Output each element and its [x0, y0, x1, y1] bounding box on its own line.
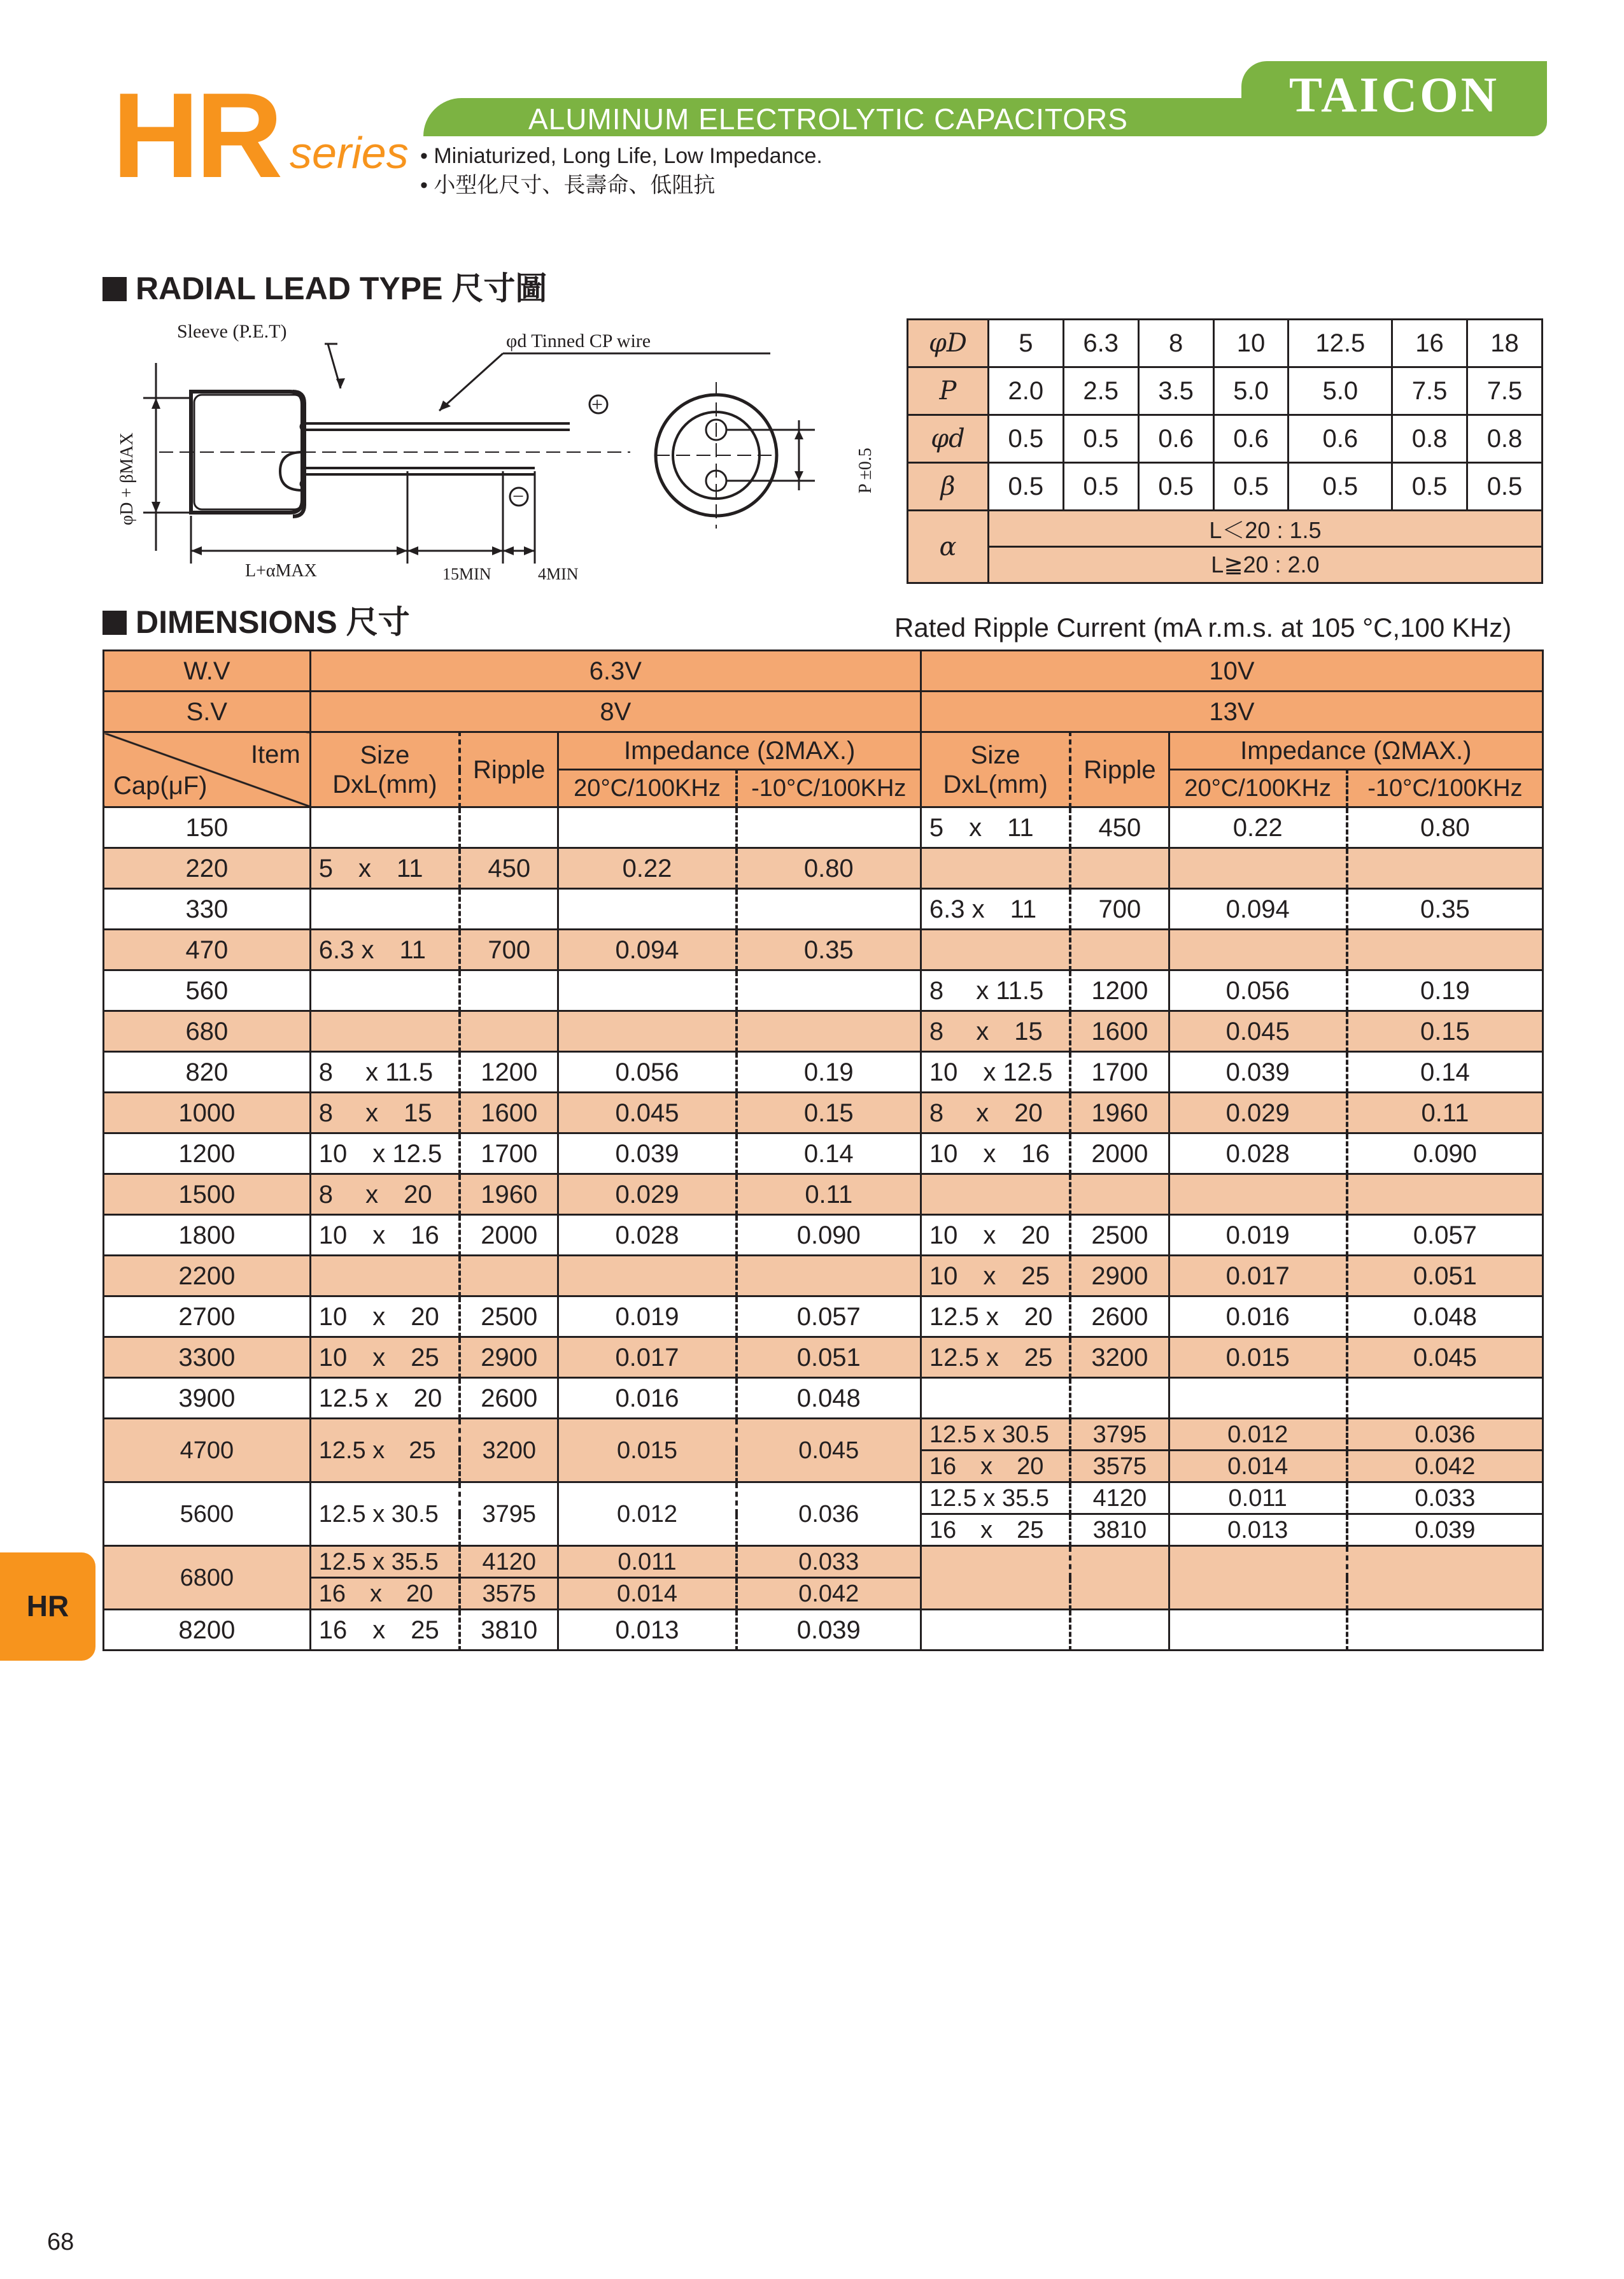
alpha-short: L＜20 : 1.5 — [988, 511, 1542, 547]
ripple-cell: 2500 — [1070, 1215, 1169, 1256]
capacitance-cell: 560 — [104, 970, 311, 1011]
imp20-cell: 0.094 — [558, 930, 737, 970]
spec-cell: 8 — [1138, 320, 1213, 367]
imp20-cell — [1169, 1610, 1347, 1651]
impm10-cell: 0.042 — [737, 1578, 921, 1610]
ripple-cell — [460, 807, 558, 848]
impm10-cell: 0.11 — [1347, 1093, 1543, 1133]
spec-cell: 0.5 — [988, 463, 1063, 511]
ripple-cell: 1600 — [1070, 1011, 1169, 1052]
impm10-cell — [737, 1011, 921, 1052]
size-unit-label: DxL(mm) — [332, 770, 437, 799]
capacitance-cell: 150 — [104, 807, 311, 848]
sv-label: S.V — [104, 692, 311, 732]
ripple-cell: 4120 — [460, 1546, 558, 1578]
impm10-cell: 0.14 — [1347, 1052, 1543, 1093]
imp20-cell — [558, 1256, 737, 1296]
capacitance-cell: 820 — [104, 1052, 311, 1093]
size-cell: 10 x 20 — [310, 1296, 460, 1337]
features-english: • Miniaturized, Long Life, Low Impedance. — [420, 144, 823, 168]
table-row — [104, 1482, 1543, 1514]
table-row — [104, 1256, 1543, 1296]
ripple-header-b: Ripple — [1070, 732, 1169, 807]
impm10-cell — [1347, 1546, 1543, 1610]
size-cell: 10 x 20 — [921, 1215, 1070, 1256]
capacitance-cell: 5600 — [104, 1482, 311, 1546]
size-cell: 6.3 x 11 — [921, 889, 1070, 930]
ripple-cell: 1200 — [460, 1052, 558, 1093]
ripple-cell: 3200 — [1070, 1337, 1169, 1378]
imp20-cell — [558, 970, 737, 1011]
imp20-cell: 0.039 — [1169, 1052, 1347, 1093]
features-chinese: • 小型化尺寸、長壽命、低阻抗 — [420, 173, 716, 197]
impm10-cell: 0.11 — [737, 1174, 921, 1215]
ripple-cell — [460, 889, 558, 930]
alpha-row — [908, 547, 1543, 583]
table-row — [104, 1610, 1543, 1651]
table-row — [104, 970, 1543, 1011]
size-cell — [921, 1610, 1070, 1651]
capacitance-cell: 3300 — [104, 1337, 311, 1378]
spec-row — [908, 415, 1543, 463]
size-cell: 12.5 x 30.5 — [921, 1419, 1070, 1451]
size-cell: 8 x 20 — [921, 1093, 1070, 1133]
ripple-header-a: Ripple — [460, 732, 558, 807]
impm10-cell: 0.057 — [737, 1296, 921, 1337]
spec-cell: 0.5 — [1392, 463, 1467, 511]
wv-a: 6.3V — [310, 651, 921, 692]
impm10-cell — [1347, 1610, 1543, 1651]
imp20-cell: 0.056 — [558, 1052, 737, 1093]
spec-cell: 18 — [1467, 320, 1543, 367]
imp20-cell — [558, 807, 737, 848]
capacitance-cell: 8200 — [104, 1610, 311, 1651]
lead-min-label: 15MIN — [442, 565, 491, 583]
ripple-cell: 1700 — [460, 1133, 558, 1174]
ripple-cell — [1070, 1546, 1169, 1610]
spec-cell: 5 — [988, 320, 1063, 367]
size-cell: 16 x 25 — [310, 1610, 460, 1651]
impm10-cell — [737, 807, 921, 848]
size-cell — [921, 848, 1070, 889]
impm10-cell — [1347, 930, 1543, 970]
ripple-cell: 1960 — [460, 1174, 558, 1215]
impm10-cell: 0.051 — [1347, 1256, 1543, 1296]
size-cell: 12.5 x 30.5 — [310, 1482, 460, 1546]
item-label: Item — [250, 741, 300, 769]
ripple-cell: 1700 — [1070, 1052, 1169, 1093]
size-cell: 16 x 25 — [921, 1514, 1070, 1546]
side-tab-label: HR — [26, 1589, 69, 1622]
table-row — [104, 1133, 1543, 1174]
ripple-cell: 3575 — [1070, 1451, 1169, 1482]
size-cell: 16 x 20 — [310, 1578, 460, 1610]
ripple-cell: 1960 — [1070, 1093, 1169, 1133]
impm10-cell: 0.80 — [737, 848, 921, 889]
imp20-cell: 0.014 — [558, 1578, 737, 1610]
impm10-cell — [737, 970, 921, 1011]
capacitance-cell: 2700 — [104, 1296, 311, 1337]
radial-section-title: RADIAL LEAD TYPE 尺寸圖 — [136, 271, 547, 306]
imp20-cell: 0.028 — [1169, 1133, 1347, 1174]
impm10-cell — [1347, 1378, 1543, 1419]
spec-cell: 7.5 — [1392, 367, 1467, 415]
imp20-cell: 0.22 — [558, 848, 737, 889]
cap-label: Cap(μF) — [113, 772, 208, 800]
size-cell: 12.5 x 25 — [310, 1419, 460, 1482]
pitch-label: P ±0.5 — [856, 448, 875, 493]
impm10-cell: 0.15 — [737, 1093, 921, 1133]
imp20-cell — [1169, 848, 1347, 889]
spec-cell: 0.5 — [988, 415, 1063, 463]
spec-cell: 6.3 — [1063, 320, 1138, 367]
impm10-cell: 0.35 — [737, 930, 921, 970]
ripple-cell: 1200 — [1070, 970, 1169, 1011]
size-cell: 10 x 12.5 — [310, 1133, 460, 1174]
size-header-a — [310, 732, 460, 807]
ripple-cell — [1070, 1174, 1169, 1215]
size-cell: 10 x 25 — [921, 1256, 1070, 1296]
spec-cell: 0.5 — [1138, 463, 1213, 511]
imp20-cell: 0.045 — [558, 1093, 737, 1133]
imp20-cell: 0.013 — [558, 1610, 737, 1651]
impm10-cell: 0.057 — [1347, 1215, 1543, 1256]
impm10-cell: 0.090 — [737, 1215, 921, 1256]
square-bullet-icon — [102, 277, 127, 301]
spec-cell: 0.5 — [1063, 415, 1138, 463]
capacitance-cell: 330 — [104, 889, 311, 930]
wv-b: 10V — [921, 651, 1543, 692]
imp20-cell: 0.012 — [1169, 1419, 1347, 1451]
wire-label: φd Tinned CP wire — [506, 330, 651, 351]
table-row — [104, 1174, 1543, 1215]
size-cell: 6.3 x 11 — [310, 930, 460, 970]
spec-row-label: P — [908, 367, 989, 415]
ripple-cell — [1070, 930, 1169, 970]
spec-cell: 2.5 — [1063, 367, 1138, 415]
spec-cell: 0.5 — [1289, 463, 1392, 511]
table-row — [104, 1011, 1543, 1052]
imp20-cell: 0.019 — [558, 1296, 737, 1337]
table-row — [104, 1215, 1543, 1256]
imp20-cell: 0.028 — [558, 1215, 737, 1256]
impm10-cell: 0.039 — [1347, 1514, 1543, 1546]
spec-cell: 0.5 — [1063, 463, 1138, 511]
size-cell: 8 x 15 — [310, 1093, 460, 1133]
size-cell: 10 x 12.5 — [921, 1052, 1070, 1093]
size-cell: 10 x 25 — [310, 1337, 460, 1378]
impm10-cell — [1347, 848, 1543, 889]
spec-cell: 5.0 — [1289, 367, 1392, 415]
capacitance-cell: 2200 — [104, 1256, 311, 1296]
ripple-cell: 3200 — [460, 1419, 558, 1482]
impm10-cell: 0.048 — [1347, 1296, 1543, 1337]
imp20-cell: 0.011 — [558, 1546, 737, 1578]
imp20-cell: 0.045 — [1169, 1011, 1347, 1052]
impm10-cell: 0.14 — [737, 1133, 921, 1174]
spec-cell: 3.5 — [1138, 367, 1213, 415]
size-cell — [310, 889, 460, 930]
impm10-cell: 0.045 — [737, 1419, 921, 1482]
impm10-cell — [1347, 1174, 1543, 1215]
spec-cell: 0.8 — [1467, 415, 1543, 463]
capacitance-cell: 4700 — [104, 1419, 311, 1482]
impm10-cell: 0.042 — [1347, 1451, 1543, 1482]
spec-cell: 0.5 — [1467, 463, 1543, 511]
capacitance-cell: 680 — [104, 1011, 311, 1052]
ripple-cell: 2000 — [1070, 1133, 1169, 1174]
size-cell: 5 x 11 — [310, 848, 460, 889]
brand-logo: TAICON — [1289, 67, 1500, 122]
table-row — [104, 1378, 1543, 1419]
ripple-cell: 4120 — [1070, 1482, 1169, 1514]
imp20-cell — [558, 889, 737, 930]
impm10-cell: 0.045 — [1347, 1337, 1543, 1378]
imp20-cell: 0.016 — [1169, 1296, 1347, 1337]
size-cell: 12.5 x 20 — [310, 1378, 460, 1419]
dimensions-section-title: DIMENSIONS 尺寸 — [136, 604, 410, 640]
imp20-cell: 0.039 — [558, 1133, 737, 1174]
ripple-cell — [460, 1256, 558, 1296]
imp20-cell: 0.22 — [1169, 807, 1347, 848]
impm10-cell: 0.036 — [1347, 1419, 1543, 1451]
ripple-cell: 3795 — [460, 1482, 558, 1546]
radial-section-heading — [102, 273, 547, 304]
ripple-cell: 3810 — [460, 1610, 558, 1651]
ripple-cell: 2600 — [1070, 1296, 1169, 1337]
ripple-cell — [460, 970, 558, 1011]
spec-cell: 2.0 — [988, 367, 1063, 415]
imp20-cell: 0.029 — [1169, 1093, 1347, 1133]
sv-row — [104, 692, 1543, 732]
imp20-cell: 0.013 — [1169, 1514, 1347, 1546]
table-row — [104, 1052, 1543, 1093]
spec-cell: 12.5 — [1289, 320, 1392, 367]
ripple-cell: 450 — [460, 848, 558, 889]
ripple-cell: 2500 — [460, 1296, 558, 1337]
impm10-cell: 0.033 — [737, 1546, 921, 1578]
size-cell: 12.5 x 35.5 — [921, 1482, 1070, 1514]
ripple-cell — [1070, 1610, 1169, 1651]
ripple-cell: 3810 — [1070, 1514, 1169, 1546]
spec-cell: 10 — [1213, 320, 1289, 367]
size-cell — [310, 970, 460, 1011]
table-row — [104, 1337, 1543, 1378]
radial-lead-diagram — [95, 312, 891, 592]
spec-cell: 5.0 — [1213, 367, 1289, 415]
size-header-b — [921, 732, 1070, 807]
imp20-cell — [1169, 930, 1347, 970]
length-label: L+αMAX — [245, 561, 317, 581]
page-number: 68 — [47, 2229, 74, 2255]
capacitance-cell: 220 — [104, 848, 311, 889]
impm10-cell: 0.19 — [737, 1052, 921, 1093]
capacitance-cell: 1800 — [104, 1215, 311, 1256]
series-code: HR — [112, 68, 279, 203]
sleeve-label: Sleeve (P.E.T) — [177, 321, 287, 342]
spec-row — [908, 463, 1543, 511]
spec-cell: 0.6 — [1289, 415, 1392, 463]
size-cell: 12.5 x 35.5 — [310, 1546, 460, 1578]
size-cell: 5 x 11 — [921, 807, 1070, 848]
wv-row — [104, 651, 1543, 692]
ripple-cell: 2000 — [460, 1215, 558, 1256]
spec-row — [908, 367, 1543, 415]
size-cell: 8 x 15 — [921, 1011, 1070, 1052]
spec-cell: 0.8 — [1392, 415, 1467, 463]
imp20-cell: 0.016 — [558, 1378, 737, 1419]
table-row — [104, 930, 1543, 970]
impm10-cell — [737, 889, 921, 930]
spec-row — [908, 320, 1543, 367]
ripple-cell: 2900 — [1070, 1256, 1169, 1296]
lead-min2-label: 4MIN — [538, 565, 579, 583]
impedance-header-b: Impedance (ΩMAX.) — [1169, 732, 1543, 770]
size-cell: 10 x 16 — [310, 1215, 460, 1256]
table-row — [104, 848, 1543, 889]
imp20-cell — [558, 1011, 737, 1052]
size-cell — [310, 1256, 460, 1296]
size-cell: 10 x 16 — [921, 1133, 1070, 1174]
ripple-cell — [1070, 848, 1169, 889]
size-cell: 12.5 x 20 — [921, 1296, 1070, 1337]
product-category: ALUMINUM ELECTROLYTIC CAPACITORS — [528, 103, 1128, 136]
spec-cell: 0.6 — [1213, 415, 1289, 463]
impm10-cell: 0.35 — [1347, 889, 1543, 930]
impm10-cell: 0.051 — [737, 1337, 921, 1378]
size-cell — [921, 1378, 1070, 1419]
impm10-cell: 0.15 — [1347, 1011, 1543, 1052]
ripple-note: Rated Ripple Current (mA r.m.s. at 105 °C,100 KHz) — [894, 613, 1512, 643]
imp20-cell: 0.056 — [1169, 970, 1347, 1011]
minus-icon: − — [512, 485, 525, 508]
ripple-cell: 700 — [1070, 889, 1169, 930]
square-bullet-icon — [102, 611, 127, 635]
dimensions-section-heading — [102, 606, 410, 638]
imp20-cell: 0.019 — [1169, 1215, 1347, 1256]
impm10-header-a: -10°C/100KHz — [737, 770, 921, 807]
column-header-row — [104, 732, 1543, 770]
imp20-cell: 0.017 — [558, 1337, 737, 1378]
capacitance-cell: 470 — [104, 930, 311, 970]
size-label: Size — [360, 741, 410, 769]
ripple-cell: 2900 — [460, 1337, 558, 1378]
capacitance-cell: 1200 — [104, 1133, 311, 1174]
imp20-cell: 0.029 — [558, 1174, 737, 1215]
imp20-header-b: 20°C/100KHz — [1169, 770, 1347, 807]
size-cell: 8 x 11.5 — [310, 1052, 460, 1093]
imp20-cell: 0.094 — [1169, 889, 1347, 930]
spec-row-label: φD — [908, 320, 989, 367]
plus-icon: + — [591, 393, 604, 416]
capacitance-cell: 1000 — [104, 1093, 311, 1133]
impedance-header-a: Impedance (ΩMAX.) — [558, 732, 921, 770]
size-cell: 12.5 x 25 — [921, 1337, 1070, 1378]
impm10-cell: 0.19 — [1347, 970, 1543, 1011]
size-label: Size — [970, 741, 1020, 769]
spec-row-label: β — [908, 463, 989, 511]
wv-label: W.V — [104, 651, 311, 692]
alpha-label: α — [908, 511, 989, 583]
ripple-cell: 700 — [460, 930, 558, 970]
impm10-cell: 0.036 — [737, 1482, 921, 1546]
size-cell — [921, 1174, 1070, 1215]
dimensions-table — [102, 650, 1544, 1651]
table-row — [104, 1296, 1543, 1337]
imp20-header-a: 20°C/100KHz — [558, 770, 737, 807]
diameter-label: φD + βMAX — [117, 432, 137, 525]
table-row — [104, 807, 1543, 848]
table-row — [104, 889, 1543, 930]
imp20-cell: 0.011 — [1169, 1482, 1347, 1514]
imp20-cell: 0.015 — [1169, 1337, 1347, 1378]
size-cell: 8 x 20 — [310, 1174, 460, 1215]
ripple-cell: 3575 — [460, 1578, 558, 1610]
imp20-cell: 0.012 — [558, 1482, 737, 1546]
series-word: series — [290, 128, 409, 178]
ripple-cell — [460, 1011, 558, 1052]
ripple-cell: 3795 — [1070, 1419, 1169, 1451]
capacitance-cell: 3900 — [104, 1378, 311, 1419]
impm10-header-b: -10°C/100KHz — [1347, 770, 1543, 807]
size-cell — [310, 807, 460, 848]
imp20-cell — [1169, 1546, 1347, 1610]
imp20-cell: 0.015 — [558, 1419, 737, 1482]
impm10-cell: 0.033 — [1347, 1482, 1543, 1514]
table-row — [104, 1419, 1543, 1451]
impm10-cell: 0.039 — [737, 1610, 921, 1651]
sv-b: 13V — [921, 692, 1543, 732]
imp20-cell — [1169, 1174, 1347, 1215]
ripple-cell: 1600 — [460, 1093, 558, 1133]
impm10-cell — [737, 1256, 921, 1296]
ripple-cell — [1070, 1378, 1169, 1419]
ripple-cell: 2600 — [460, 1378, 558, 1419]
spec-cell: 7.5 — [1467, 367, 1543, 415]
item-cap-header — [104, 732, 311, 807]
table-row — [104, 1546, 1543, 1578]
size-cell — [921, 930, 1070, 970]
impm10-cell: 0.090 — [1347, 1133, 1543, 1174]
size-cell: 8 x 11.5 — [921, 970, 1070, 1011]
size-cell: 16 x 20 — [921, 1451, 1070, 1482]
lead-spec-table — [907, 318, 1543, 584]
capacitance-cell: 1500 — [104, 1174, 311, 1215]
imp20-cell — [1169, 1378, 1347, 1419]
spec-cell: 0.6 — [1138, 415, 1213, 463]
impm10-cell: 0.80 — [1347, 807, 1543, 848]
table-row — [104, 1093, 1543, 1133]
ripple-cell: 450 — [1070, 807, 1169, 848]
spec-cell: 0.5 — [1213, 463, 1289, 511]
spec-row-label: φd — [908, 415, 989, 463]
imp20-cell: 0.014 — [1169, 1451, 1347, 1482]
imp20-cell: 0.017 — [1169, 1256, 1347, 1296]
size-cell — [310, 1011, 460, 1052]
size-cell — [921, 1546, 1070, 1610]
size-unit-label: DxL(mm) — [943, 770, 1048, 799]
spec-cell: 16 — [1392, 320, 1467, 367]
sv-a: 8V — [310, 692, 921, 732]
alpha-long: L≧20 : 2.0 — [988, 547, 1542, 583]
capacitance-cell: 6800 — [104, 1546, 311, 1610]
impm10-cell: 0.048 — [737, 1378, 921, 1419]
alpha-row — [908, 511, 1543, 547]
